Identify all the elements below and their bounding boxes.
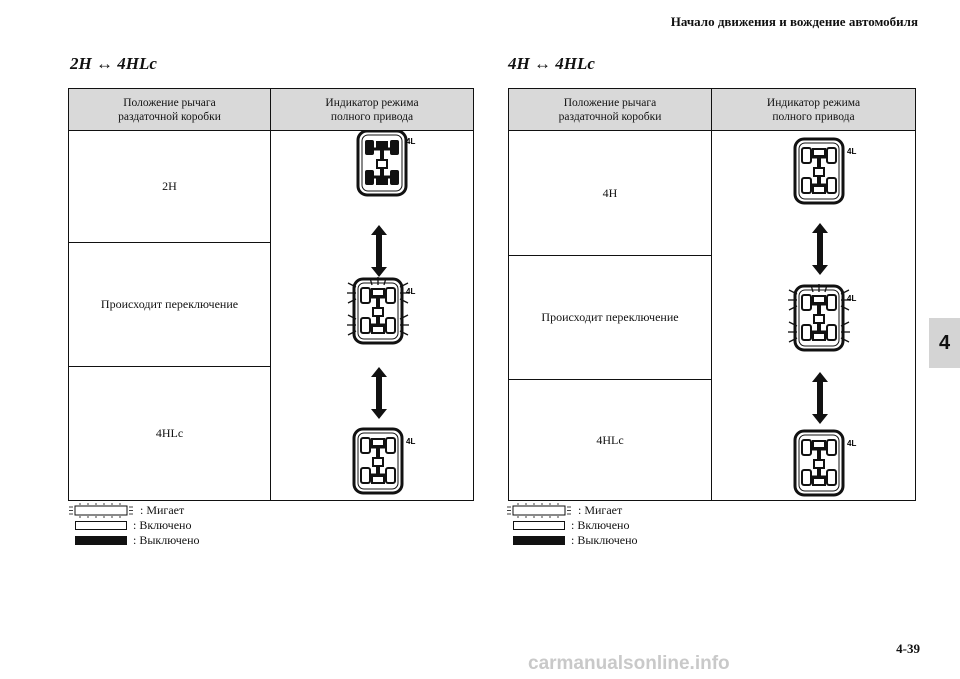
legend-row-on <box>68 518 200 533</box>
header-line: Индикатор режима <box>325 96 419 109</box>
indicator-4l-label: 4L <box>847 294 857 303</box>
legend-right <box>506 503 638 548</box>
table-header-lever-position <box>509 89 712 131</box>
up-down-arrow-icon <box>371 367 387 419</box>
off-swatch-icon <box>513 536 565 545</box>
drive-indicator-on-icon <box>795 431 856 495</box>
up-down-arrow-icon <box>371 225 387 277</box>
indicator-4l-label: 4L <box>406 287 416 296</box>
legend-row-on <box>506 518 638 533</box>
legend-on-label: : Включено <box>571 518 630 532</box>
table-row-position-2h: 2H <box>69 131 271 243</box>
legend-row-off <box>68 533 200 548</box>
off-swatch-icon <box>75 536 127 545</box>
table-row-position-switching: Происходит переключение <box>69 243 271 367</box>
header-line: Положение рычага <box>563 96 657 109</box>
on-swatch-icon <box>513 521 565 530</box>
table-header-lever-position <box>69 89 271 131</box>
table-row-position-4hlc: 4HLc <box>69 367 271 500</box>
page-number: 4-39 <box>896 641 920 656</box>
chapter-tab: 4 <box>929 318 960 368</box>
header-line: Положение рычага <box>123 96 216 109</box>
blinking-swatch-icon <box>68 503 134 518</box>
mode-table-2h-4hlc <box>68 88 474 501</box>
table-row-position-4hlc: 4HLc <box>509 380 712 500</box>
indicator-column <box>271 131 473 500</box>
header-line: полного привода <box>772 110 855 123</box>
drive-indicator-on-icon <box>354 429 415 493</box>
mode-table-4h-4hlc <box>508 88 916 501</box>
running-title: Начало движения и вождение автомобиля <box>670 14 918 29</box>
header-line: раздаточной коробки <box>558 110 662 123</box>
drive-indicator-on-icon <box>795 139 856 203</box>
indicator-4l-label: 4L <box>847 147 857 156</box>
watermark: carmanualsonline.info <box>528 653 730 674</box>
table-row-position-switching: Происходит переключение <box>509 256 712 380</box>
section-title-4h-4hlc: 4H ↔ 4HLc <box>508 54 595 73</box>
legend-on-label: : Включено <box>133 518 192 532</box>
section-title-2h-4hlc: 2H ↔ 4HLc <box>70 54 157 73</box>
indicator-sequence <box>271 131 473 500</box>
legend-off-label: : Выключено <box>133 533 200 547</box>
legend-blinking-label: : Мигает <box>578 503 623 517</box>
up-down-arrow-icon <box>812 223 828 275</box>
table-header-indicator <box>712 89 915 131</box>
legend-row-blinking <box>506 503 638 518</box>
drive-indicator-blinking-icon <box>788 284 856 350</box>
header-line: полного привода <box>330 110 414 123</box>
up-down-arrow-icon <box>812 372 828 424</box>
indicator-4l-label: 4L <box>406 137 416 146</box>
legend-row-blinking <box>68 503 200 518</box>
on-swatch-icon <box>75 521 127 530</box>
legend-left <box>68 503 200 548</box>
indicator-4l-label: 4L <box>847 439 857 448</box>
header-line: раздаточной коробки <box>118 110 221 123</box>
indicator-sequence <box>712 131 915 500</box>
drive-indicator-blinking-icon <box>347 277 415 343</box>
legend-blinking-label: : Мигает <box>140 503 185 517</box>
indicator-4l-label: 4L <box>406 437 416 446</box>
legend-row-off <box>506 533 638 548</box>
table-row-position-4h: 4H <box>509 131 712 256</box>
legend-off-label: : Выключено <box>571 533 638 547</box>
indicator-column <box>712 131 915 500</box>
drive-indicator-off-icon <box>358 131 415 195</box>
header-line: Индикатор режима <box>766 96 861 109</box>
blinking-swatch-icon <box>506 503 572 518</box>
table-header-indicator <box>271 89 473 131</box>
